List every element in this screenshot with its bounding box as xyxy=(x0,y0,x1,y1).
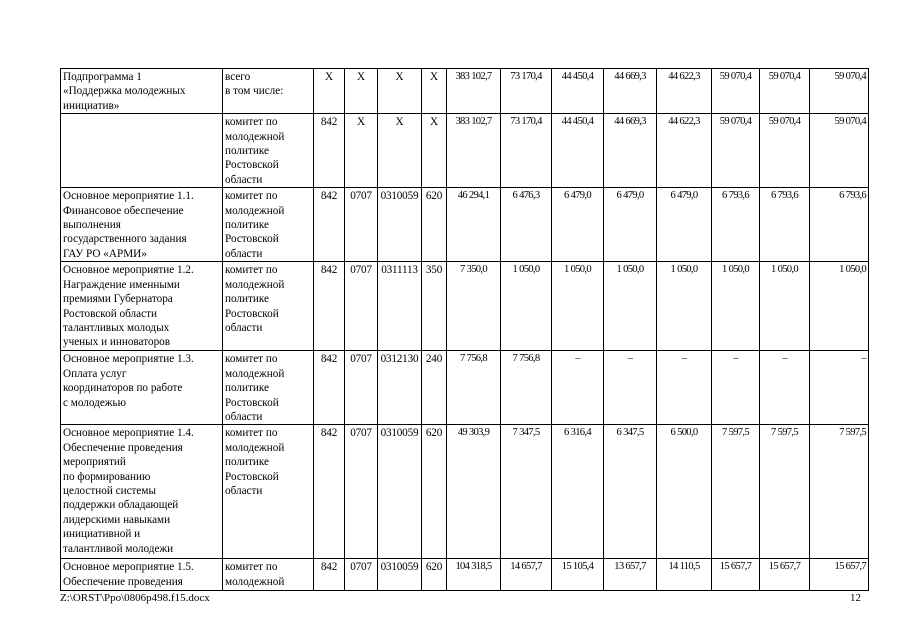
cell-amount: 13 657,7 xyxy=(604,559,657,591)
table-body xyxy=(61,69,869,591)
cell-amount: 59 070,4 xyxy=(760,114,810,188)
cell-amount: 44 450,4 xyxy=(552,69,604,114)
cell-amount: 44 450,4 xyxy=(552,114,604,188)
table-row xyxy=(61,114,869,188)
cell-amount: 1 050,0 xyxy=(501,262,552,351)
cell-amount: 15 657,7 xyxy=(760,559,810,591)
cell-csr-code: Х xyxy=(378,114,422,188)
cell-grbs-code: 842 xyxy=(314,114,345,188)
cell-amount: 44 622,3 xyxy=(657,114,712,188)
cell-amount: 14 657,7 xyxy=(501,559,552,591)
cell-amount: 6 500,0 xyxy=(657,425,712,559)
cell-amount: 15 105,4 xyxy=(552,559,604,591)
cell-amount: 7 756,8 xyxy=(447,351,501,425)
cell-executor: комитет по молодежной политике Ростовской области xyxy=(223,114,314,188)
cell-amount: 44 669,3 xyxy=(604,69,657,114)
table-row xyxy=(61,188,869,262)
footer-page-number: 12 xyxy=(850,592,861,604)
cell-amount: 59 070,4 xyxy=(760,69,810,114)
cell-rzpr-code: 0707 xyxy=(345,425,378,559)
cell-amount: 1 050,0 xyxy=(712,262,760,351)
cell-measure-name: Подпрограмма 1 «Поддержка молодежных инициатив» xyxy=(61,69,223,114)
cell-amount: – xyxy=(712,351,760,425)
cell-amount: 1 050,0 xyxy=(657,262,712,351)
cell-csr-code: 0310059 xyxy=(378,559,422,591)
cell-rzpr-code: 0707 xyxy=(345,559,378,591)
cell-amount: – xyxy=(760,351,810,425)
cell-amount: 104 318,5 xyxy=(447,559,501,591)
cell-amount: 6 793,6 xyxy=(810,188,869,262)
cell-amount: 73 170,4 xyxy=(501,69,552,114)
table-row xyxy=(61,559,869,591)
cell-executor: комитет по молодежной политике Ростовской области xyxy=(223,188,314,262)
table-row xyxy=(61,69,869,114)
cell-rzpr-code: 0707 xyxy=(345,262,378,351)
cell-vr-code: Х xyxy=(422,69,447,114)
cell-amount: 6 476,3 xyxy=(501,188,552,262)
cell-rzpr-code: Х xyxy=(345,114,378,188)
cell-amount: 7 597,5 xyxy=(760,425,810,559)
cell-csr-code: 0312130 xyxy=(378,351,422,425)
cell-amount: 6 793,6 xyxy=(760,188,810,262)
cell-measure-name: Основное мероприятие 1.5. Обеспечение проведения xyxy=(61,559,223,591)
cell-amount: 14 110,5 xyxy=(657,559,712,591)
cell-csr-code: 0310059 xyxy=(378,425,422,559)
cell-amount: 59 070,4 xyxy=(712,69,760,114)
cell-measure-name: Основное мероприятие 1.3. Оплата услуг координаторов по работе с молодежью xyxy=(61,351,223,425)
cell-amount: 1 050,0 xyxy=(810,262,869,351)
cell-amount: – xyxy=(810,351,869,425)
cell-amount: 6 347,5 xyxy=(604,425,657,559)
cell-csr-code: 0311113 xyxy=(378,262,422,351)
cell-rzpr-code: Х xyxy=(345,69,378,114)
cell-grbs-code: 842 xyxy=(314,262,345,351)
cell-amount: – xyxy=(604,351,657,425)
cell-executor: комитет по молодежной xyxy=(223,559,314,591)
cell-amount: 7 597,5 xyxy=(712,425,760,559)
table-row xyxy=(61,425,869,559)
cell-amount: 7 756,8 xyxy=(501,351,552,425)
cell-executor: комитет по молодежной политике Ростовской области xyxy=(223,425,314,559)
cell-rzpr-code: 0707 xyxy=(345,351,378,425)
cell-amount: 1 050,0 xyxy=(552,262,604,351)
cell-rzpr-code: 0707 xyxy=(345,188,378,262)
cell-grbs-code: 842 xyxy=(314,559,345,591)
cell-measure-name: Основное мероприятие 1.4. Обеспечение проведения мероприятий по формированию целостной системы поддержки обладающей лидерскими навыками инициативной и талантливой молодежи xyxy=(61,425,223,559)
cell-amount: 15 657,7 xyxy=(810,559,869,591)
cell-amount: 1 050,0 xyxy=(604,262,657,351)
table-row xyxy=(61,262,869,351)
cell-executor: всего в том числе: xyxy=(223,69,314,114)
cell-amount: 73 170,4 xyxy=(501,114,552,188)
cell-amount: 59 070,4 xyxy=(810,114,869,188)
cell-vr-code: 240 xyxy=(422,351,447,425)
cell-vr-code: 350 xyxy=(422,262,447,351)
cell-amount: 6 316,4 xyxy=(552,425,604,559)
cell-amount: 44 622,3 xyxy=(657,69,712,114)
cell-grbs-code: 842 xyxy=(314,188,345,262)
cell-vr-code: 620 xyxy=(422,559,447,591)
cell-executor: комитет по молодежной политике Ростовской области xyxy=(223,351,314,425)
cell-amount: – xyxy=(657,351,712,425)
cell-amount: 6 479,0 xyxy=(657,188,712,262)
cell-measure-name: Основное мероприятие 1.2. Награждение именными премиями Губернатора Ростовской области талантливых молодых ученых и инноваторов xyxy=(61,262,223,351)
cell-csr-code: 0310059 xyxy=(378,188,422,262)
cell-amount: 6 793,6 xyxy=(712,188,760,262)
table-row xyxy=(61,351,869,425)
cell-amount: – xyxy=(552,351,604,425)
cell-csr-code: Х xyxy=(378,69,422,114)
cell-vr-code: Х xyxy=(422,114,447,188)
cell-amount: 59 070,4 xyxy=(810,69,869,114)
cell-grbs-code: 842 xyxy=(314,351,345,425)
cell-amount: 44 669,3 xyxy=(604,114,657,188)
cell-grbs-code: Х xyxy=(314,69,345,114)
footer-file-path: Z:\ORST\Ppo\0806p498.f15.docx xyxy=(60,592,210,604)
cell-amount: 6 479,0 xyxy=(552,188,604,262)
cell-amount: 7 350,0 xyxy=(447,262,501,351)
cell-vr-code: 620 xyxy=(422,188,447,262)
cell-amount: 49 303,9 xyxy=(447,425,501,559)
cell-amount: 7 597,5 xyxy=(810,425,869,559)
cell-measure-name: Основное мероприятие 1.1. Финансовое обеспечение выполнения государственного задания ГАУ РО «АРМИ» xyxy=(61,188,223,262)
cell-amount: 7 347,5 xyxy=(501,425,552,559)
cell-amount: 46 294,1 xyxy=(447,188,501,262)
cell-executor: комитет по молодежной политике Ростовской области xyxy=(223,262,314,351)
cell-amount: 1 050,0 xyxy=(760,262,810,351)
cell-amount: 383 102,7 xyxy=(447,114,501,188)
cell-measure-name xyxy=(61,114,223,188)
cell-amount: 15 657,7 xyxy=(712,559,760,591)
cell-grbs-code: 842 xyxy=(314,425,345,559)
cell-vr-code: 620 xyxy=(422,425,447,559)
cell-amount: 59 070,4 xyxy=(712,114,760,188)
budget-table xyxy=(60,68,869,591)
cell-amount: 383 102,7 xyxy=(447,69,501,114)
cell-amount: 6 479,0 xyxy=(604,188,657,262)
